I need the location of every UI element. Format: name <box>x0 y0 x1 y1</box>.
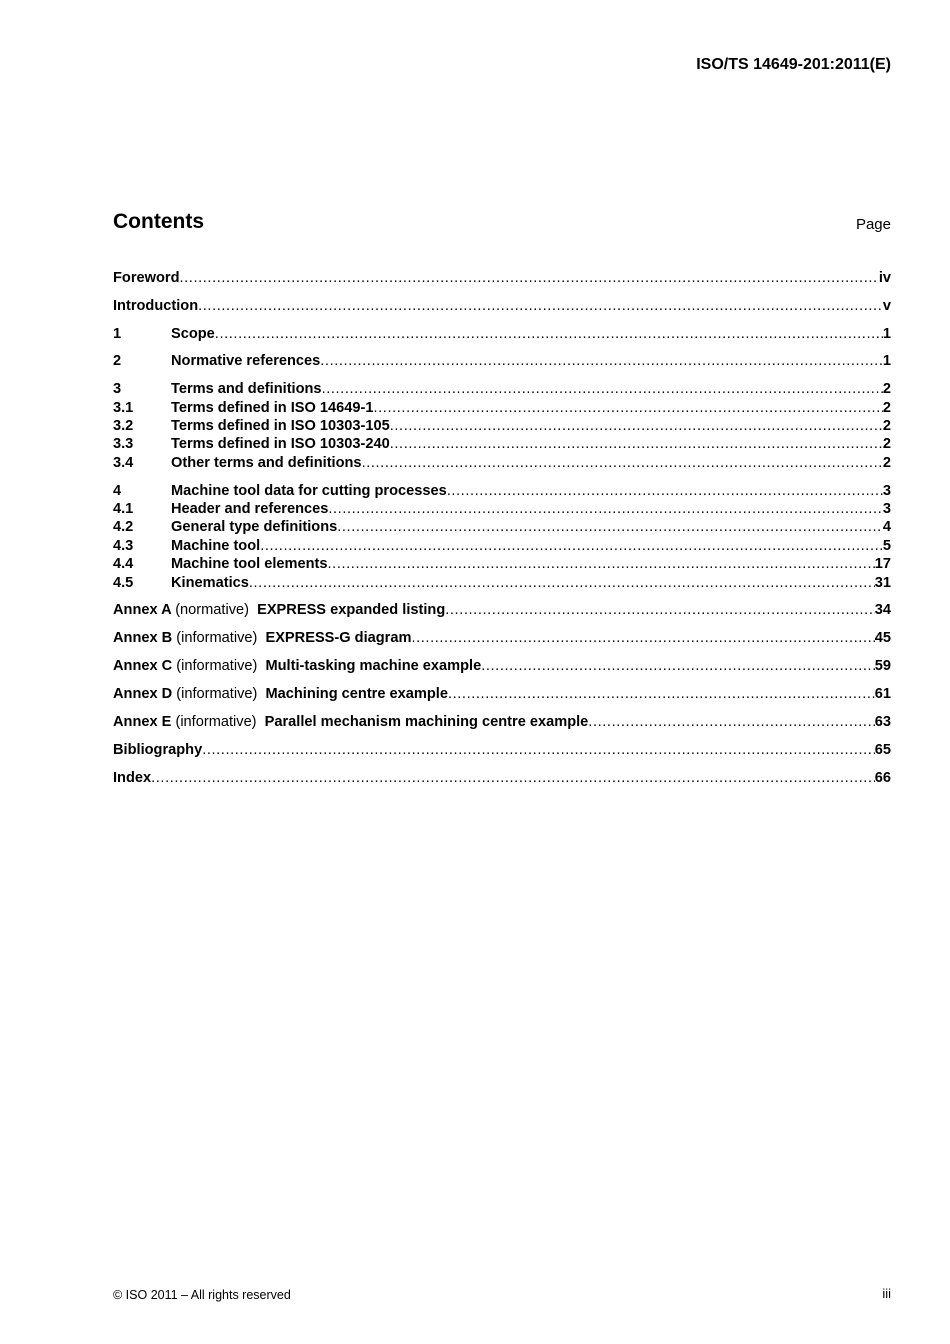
toc-entry-section[interactable] <box>113 325 891 344</box>
annex-kind: (informative) <box>176 686 258 702</box>
toc-entry-section[interactable] <box>113 380 891 399</box>
toc-entry-page: 2 <box>882 455 891 471</box>
toc-leader-dots <box>322 380 883 399</box>
toc-entry-subsection[interactable] <box>113 500 891 519</box>
toc-leader-dots <box>215 325 883 344</box>
toc-entry-introduction[interactable] <box>113 297 891 316</box>
toc-entry-page: 2 <box>882 418 891 434</box>
toc-entry-subsection[interactable] <box>113 574 891 593</box>
toc-leader-dots <box>374 399 883 418</box>
toc-entry-title: Terms and definitions <box>171 381 322 397</box>
page-number: iii <box>882 1286 891 1301</box>
toc-entry-subsection[interactable] <box>113 518 891 537</box>
toc-leader-dots <box>448 685 875 704</box>
toc-entry-title: Index <box>113 770 152 786</box>
annex-kind: (informative) <box>175 714 257 730</box>
toc-entry-annex-d[interactable] <box>113 685 891 704</box>
toc-entry-page: 31 <box>874 575 891 591</box>
contents-heading: Contents <box>113 210 204 233</box>
toc-leader-dots <box>337 518 883 537</box>
toc-entry-index[interactable] <box>113 769 891 788</box>
toc-entry-page: 1 <box>882 353 891 369</box>
toc-entry-number: 1 <box>113 326 122 342</box>
annex-kind: (informative) <box>176 658 258 674</box>
toc-entry-section[interactable] <box>113 352 891 371</box>
toc-entry-bibliography[interactable] <box>113 741 891 760</box>
toc-entry-subsection[interactable] <box>113 399 891 418</box>
toc-entry-title: Machine tool data for cutting processes <box>171 483 447 499</box>
toc-entry-title: Bibliography <box>113 742 203 758</box>
toc-entry-number: 4.2 <box>113 519 134 535</box>
toc-entry-number: 3.4 <box>113 455 134 471</box>
toc-entry-page: 2 <box>882 436 891 452</box>
toc-entry-title: Header and references <box>171 501 329 517</box>
copyright-notice: © ISO 2011 – All rights reserved <box>113 1288 291 1302</box>
toc-entry-title: Terms defined in ISO 10303-105 <box>171 418 390 434</box>
toc-entry-page: 3 <box>882 483 891 499</box>
toc-entry-section[interactable] <box>113 482 891 501</box>
toc-entry-page: 3 <box>882 501 891 517</box>
toc-entry-title: Normative references <box>171 353 321 369</box>
toc-entry-page: 61 <box>874 686 891 702</box>
toc-entry-page: 4 <box>882 519 891 535</box>
toc-entry-number: 3.2 <box>113 418 134 434</box>
toc-leader-dots <box>260 537 883 556</box>
toc-entry-title: Introduction <box>113 298 199 314</box>
toc-entry-title: Kinematics <box>171 575 249 591</box>
toc-leader-dots <box>179 269 878 288</box>
annex-kind: (normative) <box>175 602 249 618</box>
toc-leader-dots <box>411 629 874 648</box>
toc-entry-page: 59 <box>874 658 891 674</box>
toc-entry-number: 3 <box>113 381 122 397</box>
toc-entry-number: 3.1 <box>113 400 134 416</box>
document-id: ISO/TS 14649-201:2011(E) <box>696 56 891 73</box>
toc-leader-dots <box>445 601 875 620</box>
toc-entry-page: 45 <box>874 630 891 646</box>
toc-leader-dots <box>447 482 883 501</box>
toc-leader-dots <box>390 417 883 436</box>
toc-entry-page: 2 <box>882 381 891 397</box>
annex-title: Multi-tasking machine example <box>265 658 482 674</box>
toc-entry-number: 4 <box>113 483 122 499</box>
toc-leader-dots <box>328 555 875 574</box>
annex-title: Parallel mechanism machining centre example <box>264 714 589 730</box>
toc-entry-title: Other terms and definitions <box>171 455 362 471</box>
toc-leader-dots <box>588 713 874 732</box>
toc-entry-annex-a[interactable] <box>113 601 891 620</box>
toc-entry-subsection[interactable] <box>113 417 891 436</box>
toc-entry-number: 2 <box>113 353 122 369</box>
page-column-label: Page <box>855 216 891 233</box>
toc-leader-dots <box>151 769 875 788</box>
annex-label: Annex B <box>113 630 173 646</box>
toc-entry-number: 4.4 <box>113 556 134 572</box>
toc-leader-dots <box>362 454 883 473</box>
toc-entry-title <box>113 629 411 648</box>
toc-entry-title: General type definitions <box>171 519 338 535</box>
toc-entry-title: Terms defined in ISO 14649-1 <box>171 400 374 416</box>
toc-entry-title: Machine tool elements <box>171 556 328 572</box>
annex-label: Annex C <box>113 658 173 674</box>
toc-entry-subsection[interactable] <box>113 555 891 574</box>
annex-label: Annex A <box>113 602 172 618</box>
toc-entry-subsection[interactable] <box>113 454 891 473</box>
toc-entry-number: 4.1 <box>113 501 134 517</box>
annex-label: Annex E <box>113 714 172 730</box>
toc-entry-number: 4.5 <box>113 575 134 591</box>
toc-entry-annex-c[interactable] <box>113 657 891 676</box>
toc-entry-foreword[interactable] <box>113 269 891 288</box>
annex-label: Annex D <box>113 686 173 702</box>
toc-entry-title: Machine tool <box>171 538 261 554</box>
toc-entry-page: 66 <box>874 770 891 786</box>
annex-title: EXPRESS expanded listing <box>257 602 446 618</box>
toc-leader-dots <box>198 297 883 316</box>
toc-entry-title <box>113 657 481 676</box>
toc-leader-dots <box>390 435 883 454</box>
toc-entry-title <box>113 685 448 704</box>
toc-entry-annex-b[interactable] <box>113 629 891 648</box>
toc-entry-number: 4.3 <box>113 538 134 554</box>
toc-entry-page: 65 <box>874 742 891 758</box>
toc-entry-page: 5 <box>882 538 891 554</box>
toc-leader-dots <box>249 574 875 593</box>
toc-entry-title: Terms defined in ISO 10303-240 <box>171 436 390 452</box>
toc-entry-title: Foreword <box>113 270 180 286</box>
annex-kind: (informative) <box>176 630 258 646</box>
toc-leader-dots <box>328 500 883 519</box>
annex-title: EXPRESS-G diagram <box>265 630 412 646</box>
toc-entry-page: iv <box>878 270 891 286</box>
annex-title: Machining centre example <box>265 686 448 702</box>
toc-leader-dots <box>202 741 875 760</box>
toc-entry-page: 63 <box>874 714 891 730</box>
toc-entry-annex-e[interactable] <box>113 713 891 732</box>
toc-entry-title <box>113 601 445 620</box>
toc-entry-page: 2 <box>882 400 891 416</box>
toc-leader-dots <box>481 657 875 676</box>
toc-entry-page: 17 <box>874 556 891 572</box>
toc-entry-number: 3.3 <box>113 436 134 452</box>
toc-entry-page: 34 <box>874 602 891 618</box>
toc-entry-page: 1 <box>882 326 891 342</box>
toc-entry-title <box>113 713 588 732</box>
toc-entry-subsection[interactable] <box>113 435 891 454</box>
toc-entry-title: Scope <box>171 326 215 342</box>
toc-leader-dots <box>320 352 883 371</box>
toc-entry-page: v <box>882 298 891 314</box>
toc-entry-subsection[interactable] <box>113 537 891 556</box>
